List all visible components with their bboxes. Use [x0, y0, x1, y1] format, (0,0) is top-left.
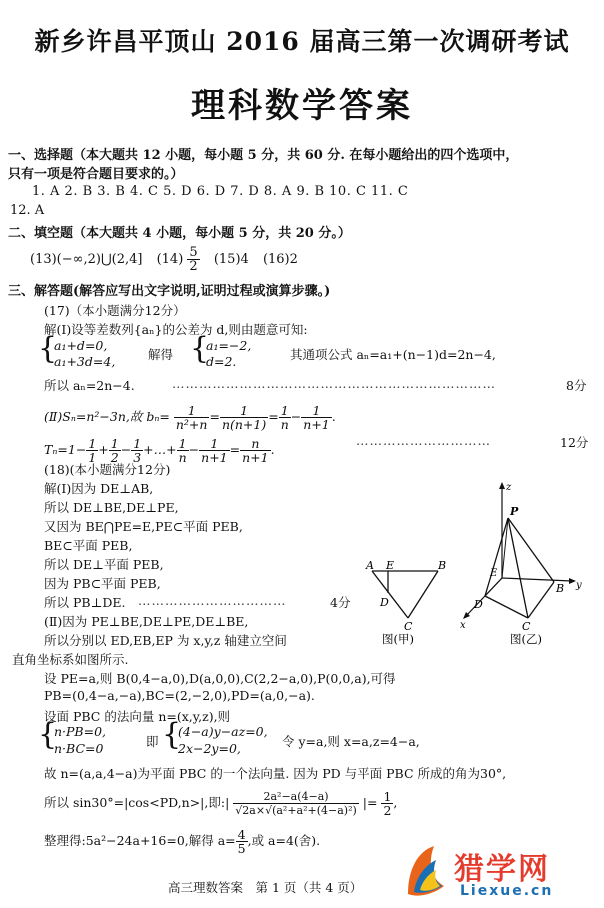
label-A: A	[366, 559, 374, 572]
choice-answers: 1. A 2. B 3. B 4. C 5. D 6. D 7. D 8. A 9. B 10. C 11. C	[32, 184, 409, 199]
label-x: x	[460, 620, 466, 631]
fill-answers	[30, 246, 298, 273]
label-E: E	[490, 568, 498, 579]
dotted-leader: ……………………………	[138, 593, 287, 608]
label-B: B	[438, 559, 447, 572]
q17-solve: 解得	[148, 347, 174, 362]
q18-line16: 整理得:5a²−24a+16=0,解得 a= $\frac{4}{5}$ ,或 a=4(舍).	[44, 827, 321, 856]
q18-label: (18)(本小题满分12分)	[44, 462, 171, 477]
answer-15: (15)4	[213, 252, 249, 267]
label-P: P	[510, 505, 519, 518]
q18-line9: 所以分别以 ED,EB,EP 为 x,y,z 轴建立空间	[44, 633, 287, 648]
choice-answers-cont: 12. A	[10, 203, 45, 218]
q18-line6: 因为 PB⊂平面 PEB,	[44, 576, 161, 591]
section3-heading: 三、解答题(解答应写出文字说明,证明过程或演算步骤。)	[8, 284, 331, 299]
q18-ji: 即	[146, 734, 159, 749]
q17-score1: 8分	[566, 378, 587, 393]
answer-14-label: (14)	[156, 252, 184, 267]
q18-sys-d: 2x−2y=0,	[178, 741, 241, 756]
q17-sys2-a: a₁=−2,	[206, 338, 252, 353]
document-title-line1: 新乡许昌平顶山 2016 届高三第一次调研考试	[34, 27, 570, 56]
q18-line7: 所以 PB⊥DE.	[44, 595, 126, 610]
figure-yi	[460, 482, 582, 646]
q18-sys-a: n·PB=0,	[54, 724, 107, 739]
document-title-line2: 理科数学答案	[191, 86, 413, 126]
q18-line11: 设 PE=a,则 B(0,4−a,0),D(a,0,0),C(2,2−a,0),P(0,0,a),可得	[44, 671, 396, 686]
label-B: B	[556, 582, 565, 595]
q17-line1: 解(Ⅰ)设等差数列{aₙ}的公差为 d,则由题意可知:	[44, 322, 308, 337]
q18-line15: 所以 sin30°=|cos<PD,n>|,即:| $\frac{\text{2a²−a(4−a)}}{\text{√2a×√(a²+a²+(4−a)²)}}$ |= $\frac{1}{2}$ ,	[44, 789, 398, 818]
page-footer: 高三理数答案 第 1 页（共 4 页）	[168, 880, 363, 895]
label-D: D	[380, 596, 389, 609]
q18-line13: 设面 PBC 的法向量 n=(x,y,z),则	[44, 709, 231, 724]
q18-sys-b: n·BC=0	[54, 741, 104, 756]
label-y: y	[576, 580, 582, 591]
brace-left: {	[38, 717, 58, 752]
answer-16: (16)2	[262, 252, 298, 267]
q18-line1: 解(Ⅰ)因为 DE⊥AB,	[44, 481, 154, 496]
answer-13: (13)(−∞,2)⋃(2,4]	[30, 252, 143, 267]
q18-let: 令 y=a,则 x=a,z=4−a,	[282, 734, 420, 749]
q18-line2: 所以 DE⊥BE,DE⊥PE,	[44, 500, 179, 515]
label-z: z	[506, 482, 512, 493]
brace-left: {	[190, 331, 210, 366]
q18-line5: 所以 DE⊥平面 PEB,	[44, 557, 164, 572]
q18-line8: (Ⅱ)因为 PE⊥BE,DE⊥PE,DE⊥BE,	[44, 614, 249, 629]
section2-heading: 二、填空题（本大题共 4 小题，每小题 5 分，共 20 分。）	[8, 226, 351, 241]
q17-tn: Tₙ=1− $\frac{1}{1}$ + $\frac{1}{2}$ − $\frac{1}{3}$ +…+ $\frac{1}{n}$ − $\frac{1}{n+1}$ = $\frac{n}{n+1}$ .	[44, 436, 275, 465]
liexue-logo-icon	[400, 842, 450, 900]
caption-jia: 图(甲)	[382, 632, 414, 646]
caption-yi: 图(乙)	[510, 632, 542, 646]
watermark-url: Liexue.cn	[460, 883, 554, 899]
q17-sys1-a: a₁+d=0,	[54, 338, 108, 353]
geometry-figures	[360, 478, 604, 658]
q17-label: (17)（本小题满分12分）	[44, 303, 186, 318]
brace-left: {	[162, 717, 182, 752]
label-C: C	[404, 620, 413, 633]
figure-jia	[365, 559, 446, 646]
dotted-leader: ………………………………………………………………	[172, 376, 496, 391]
label-D: D	[474, 598, 483, 611]
section1-heading-cont: 只有一项是符合题目要求的。）	[8, 167, 184, 182]
q18-line12: PB=(0,4−a,−a),BC=(2,−2,0),PD=(a,0,−a).	[44, 688, 315, 703]
q17-general-term: 其通项公式 aₙ=a₁+(n−1)d=2n−4,	[290, 347, 496, 362]
dotted-leader: …………………………	[356, 433, 491, 448]
q18-line14: 故 n=(a,a,4−a)为平面 PBC 的一个法向量. 因为 PD 与平面 PBC 所成的角为30°,	[44, 766, 507, 781]
label-E: E	[386, 559, 395, 572]
q18-line3: 又因为 BE⋂PE=E,PE⊂平面 PEB,	[44, 519, 243, 534]
answer-14-fraction: $\frac{5}{2}$	[189, 245, 198, 274]
q17-part2: (Ⅱ)Sₙ=n²−3n,故 bₙ= $\frac{1}{\text{n²+n}}$ = $\frac{1}{n(n+1)}$ = $\frac{1}{n}$ − $\frac{1}{n+1}$ .	[44, 403, 336, 432]
label-C: C	[522, 620, 531, 633]
q18-line4: BE⊂平面 PEB,	[44, 538, 133, 553]
q17-sys2-b: d=2.	[206, 354, 237, 369]
q17-score2: 12分	[560, 435, 589, 450]
q18-sys-c: (4−a)y−az=0,	[178, 724, 268, 739]
q17-so: 所以 aₙ=2n−4.	[44, 378, 135, 393]
q18-score1: 4分	[330, 595, 351, 610]
q18-line10: 直角坐标系如图所示.	[12, 652, 129, 667]
q17-sys1-b: a₁+3d=4,	[54, 354, 116, 369]
brace-left: {	[38, 331, 58, 366]
watermark-name: 猎学网	[454, 852, 550, 887]
section1-heading: 一、选择题（本大题共 12 小题，每小题 5 分，共 60 分. 在每小题给出的四个选项中，	[8, 148, 519, 163]
